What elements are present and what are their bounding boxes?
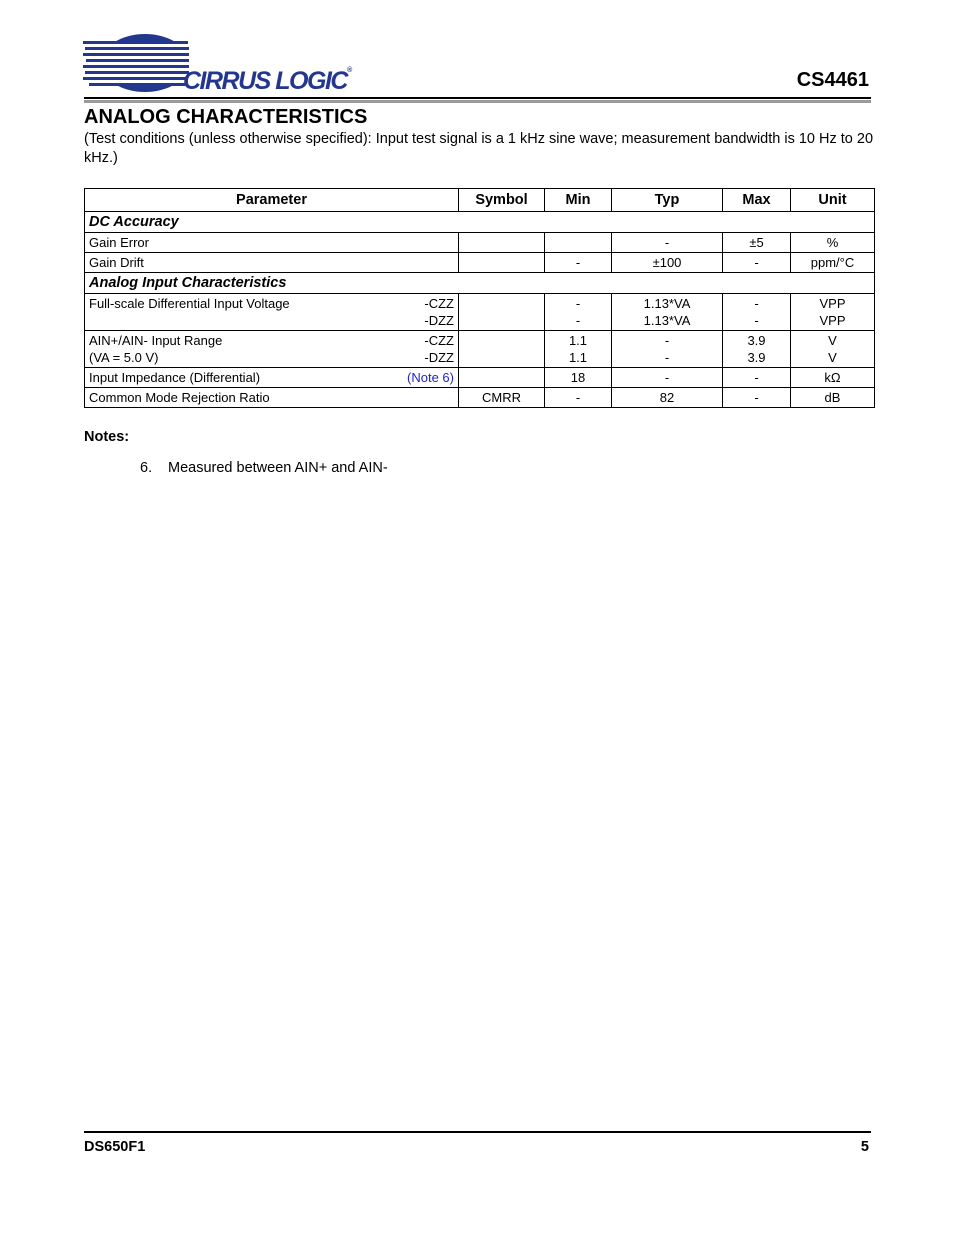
param-cell: Gain Error: [85, 233, 459, 253]
typ-cell: [612, 294, 723, 331]
unit-cell: dB: [791, 388, 875, 408]
variant-dzz: -DZZ: [424, 313, 454, 328]
part-number: CS4461: [796, 69, 869, 91]
max-dzz: -: [754, 313, 759, 328]
symbol-cell: [459, 368, 545, 388]
notes-heading: Notes:: [84, 429, 130, 445]
min-cell: [545, 294, 612, 331]
param-label: Full-scale Differential Input Voltage: [89, 296, 290, 311]
unit-dzz: VPP: [819, 313, 846, 328]
test-conditions: (Test conditions (unless otherwise specified): Input test signal is a 1 kHz sine wave; measurement bandwidth is 10 Hz to 20 kHz.): [84, 131, 874, 166]
analog-characteristics-table: [84, 188, 875, 408]
unit-czz: VPP: [819, 296, 846, 311]
typ-cell: ±100: [612, 253, 723, 273]
variant-labels: [424, 332, 454, 366]
typ-czz: 1.13*VA: [643, 296, 691, 311]
note-item: [140, 460, 388, 476]
section-row-analog-input: [85, 273, 875, 294]
registered-mark: ®: [346, 67, 353, 74]
header-max: Max: [723, 189, 791, 212]
section-label: Analog Input Characteristics: [85, 273, 875, 294]
logo-wordmark-text: CIRRUS LOGIC: [183, 67, 347, 95]
param-label: Input Impedance (Differential): [89, 370, 261, 385]
variant-czz: -CZZ: [424, 333, 454, 348]
max-czz: 3.9: [747, 333, 766, 348]
unit-cell: [791, 331, 875, 368]
header-unit: Unit: [791, 189, 875, 212]
header-typ: Typ: [612, 189, 723, 212]
min-cell: -: [545, 388, 612, 408]
max-cell: -: [723, 388, 791, 408]
table-row-gain-error: [85, 233, 875, 253]
unit-cell: kΩ: [791, 368, 875, 388]
min-cell: [545, 331, 612, 368]
typ-czz: -: [664, 333, 670, 348]
note-text: Measured between AIN+ and AIN-: [168, 460, 388, 476]
min-cell: [545, 233, 612, 253]
param-cell: Common Mode Rejection Ratio: [85, 388, 459, 408]
unit-cell: %: [791, 233, 875, 253]
logo-globe-icon: [83, 33, 193, 93]
max-czz: -: [754, 296, 759, 311]
max-cell: [723, 294, 791, 331]
max-cell: ±5: [723, 233, 791, 253]
table-header-row: [85, 189, 875, 212]
param-cell: [85, 331, 459, 368]
symbol-cell: CMRR: [459, 388, 545, 408]
min-dzz: -: [575, 313, 581, 328]
note-6-link[interactable]: (Note 6): [407, 370, 454, 385]
symbol-cell: [459, 294, 545, 331]
symbol-cell: [459, 233, 545, 253]
param-cell: [85, 294, 459, 331]
logo-wordmark: [183, 67, 352, 96]
unit-czz: V: [828, 333, 837, 348]
footer-rule: [84, 1131, 871, 1133]
section-label: DC Accuracy: [85, 212, 875, 233]
symbol-cell: [459, 253, 545, 273]
param-label: [89, 332, 222, 366]
page-number: 5: [860, 1139, 869, 1155]
table-row-input-impedance: [85, 368, 875, 388]
header-parameter: Parameter: [85, 189, 459, 212]
unit-dzz: V: [828, 350, 837, 365]
param-label-line2: (VA = 5.0 V): [89, 350, 159, 365]
page-title: ANALOG CHARACTERISTICS: [84, 106, 368, 128]
param-label-line1: AIN+/AIN- Input Range: [89, 333, 223, 348]
typ-dzz: 1.13*VA: [643, 313, 691, 328]
min-czz: -: [575, 296, 581, 311]
min-cell: 18: [545, 368, 612, 388]
typ-cell: 82: [612, 388, 723, 408]
typ-cell: -: [612, 233, 723, 253]
min-cell: -: [545, 253, 612, 273]
param-cell: [85, 368, 459, 388]
variant-labels: [424, 295, 454, 329]
symbol-cell: [459, 331, 545, 368]
header-rule-shadow: [84, 100, 871, 103]
unit-cell: [791, 294, 875, 331]
header-rule: [84, 97, 871, 99]
min-czz: 1.1: [568, 333, 588, 348]
variant-czz: -CZZ: [424, 296, 454, 311]
section-row-dc-accuracy: [85, 212, 875, 233]
max-cell: -: [723, 253, 791, 273]
typ-dzz: -: [664, 350, 670, 365]
typ-cell: -: [612, 368, 723, 388]
note-number: 6.: [140, 460, 153, 476]
header-symbol: Symbol: [459, 189, 545, 212]
header-min: Min: [545, 189, 612, 212]
param-cell: Gain Drift: [85, 253, 459, 273]
max-dzz: 3.9: [747, 350, 766, 365]
table-row-cmrr: [85, 388, 875, 408]
typ-cell: [612, 331, 723, 368]
table-row-gain-drift: [85, 253, 875, 273]
variant-dzz: -DZZ: [424, 350, 454, 365]
max-cell: -: [723, 368, 791, 388]
table-row-input-range: [85, 331, 875, 368]
min-dzz: 1.1: [568, 350, 588, 365]
document-id: DS650F1: [84, 1139, 146, 1155]
unit-cell: ppm/°C: [791, 253, 875, 273]
max-cell: [723, 331, 791, 368]
cirrus-logic-logo: [83, 33, 358, 95]
table-row-fullscale-input: [85, 294, 875, 331]
